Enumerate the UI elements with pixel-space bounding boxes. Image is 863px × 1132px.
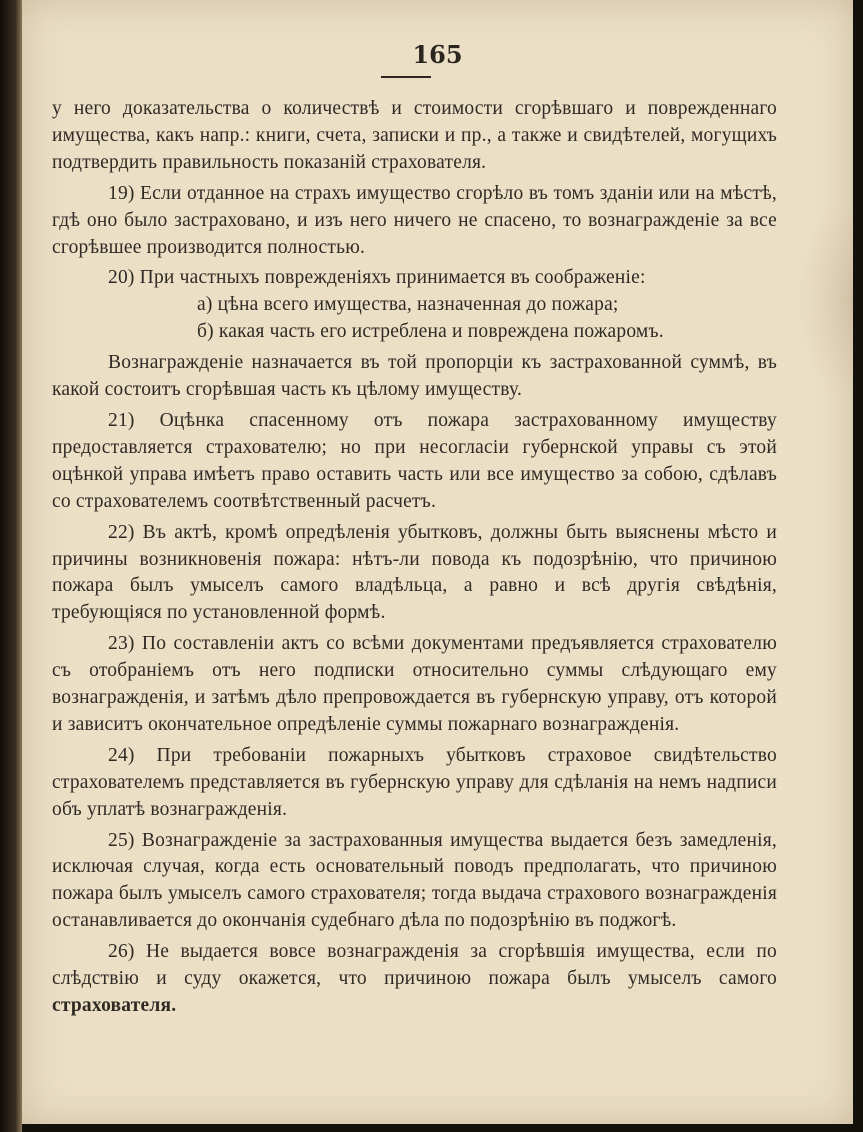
page-number: 165: [412, 40, 463, 69]
paragraph-21: 21) Оцѣнка спасенному отъ пожара застрахованному имуществу предоставляется страхователю; но при несогласіи губернской управы съ этой оцѣнкой управа имѣетъ право оставить часть или все имущество за собою, сдѣлавъ со страхователемъ соотвѣтственный расчетъ.: [52, 409, 777, 512]
paragraph-20-note: Вознагражденіе назначается въ той пропорціи къ застрахованной суммѣ, въ какой состоитъ сгорѣвшая часть къ цѣлому имуществу.: [52, 352, 777, 401]
paragraph-22: 22) Въ актѣ, кромѣ опредѣленія убытковъ, должны быть выяснены мѣсто и причины возникновенія пожара: нѣтъ-ли повода къ подозрѣнію, что причиною пожара былъ умыселъ самого владѣльца, а равно и всѣ другія свѣдѣнія, требующіяся по установленной формѣ.: [52, 521, 777, 624]
paragraph-24: 24) При требованіи пожарныхъ убытковъ страховое свидѣтельство страхователемъ представляется въ губернскую управу для сдѣланія на немъ надписи объ уплатѣ вознагражденія.: [52, 744, 777, 820]
paragraph-20: 20) При частныхъ поврежденіяхъ принимается въ соображеніе:: [108, 267, 646, 289]
paragraph-20-item-a: а) цѣна всего имущества, назначенная до пожара;: [197, 294, 619, 316]
scan-border-right: [853, 0, 863, 1132]
paragraph-19: 19) Если отданное на страхъ имущество сгорѣло въ томъ зданіи или на мѣстѣ, гдѣ оно было застраховано, и изъ него ничего не спасено, то вознагражденіе за все сгорѣвшее производится полностью.: [52, 182, 777, 258]
paragraph-23: 23) По составленіи актъ со всѣми документами предъявляется страхователю съ отобраніемъ отъ него подписки относительно суммы слѣдующаго ему вознагражденія, и затѣмъ дѣло препровождается въ губернскую управу, отъ которой и зависитъ окончательное опредѣленіе суммы пожарнаго вознагражденія.: [52, 633, 777, 735]
book-spine: [0, 0, 22, 1132]
book-page: [22, 0, 853, 1124]
paragraph-20-item-b: б) какая часть его истреблена и повреждена пожаромъ.: [197, 321, 664, 343]
paragraph-25: 25) Вознагражденіе за застрахованныя имущества выдается безъ замедленія, исключая случая, когда есть основательный поводъ предполагать, что причиною пожара былъ умыселъ самого страхователя; тогда выдача страхового вознагражденія останавливается до окончанія судебнаго дѣла по подозрѣнію въ поджогѣ.: [52, 829, 777, 932]
paragraph-continuation: у него доказательства о количествѣ и стоимости сгорѣвшаго и поврежденнаго имущества, какъ напр.: книги, счета, записки и пр., а также и свидѣтелей, могущихъ подтвердить правильность показаній страхователя.: [52, 98, 777, 173]
scan-border-bottom: [22, 1124, 863, 1132]
page-body: [52, 96, 777, 1020]
page-number-underline: [381, 76, 431, 78]
paragraph-26: [52, 939, 777, 1020]
paragraph-26-text: 26) Не выдается вовсе вознагражденія за сгорѣвшія имущества, если по слѣдствію и суду окажется, что причиною пожара былъ умыселъ самого: [52, 941, 777, 990]
paper-stain: [793, 200, 853, 400]
paragraph-26-tail: страхователя.: [52, 995, 177, 1016]
